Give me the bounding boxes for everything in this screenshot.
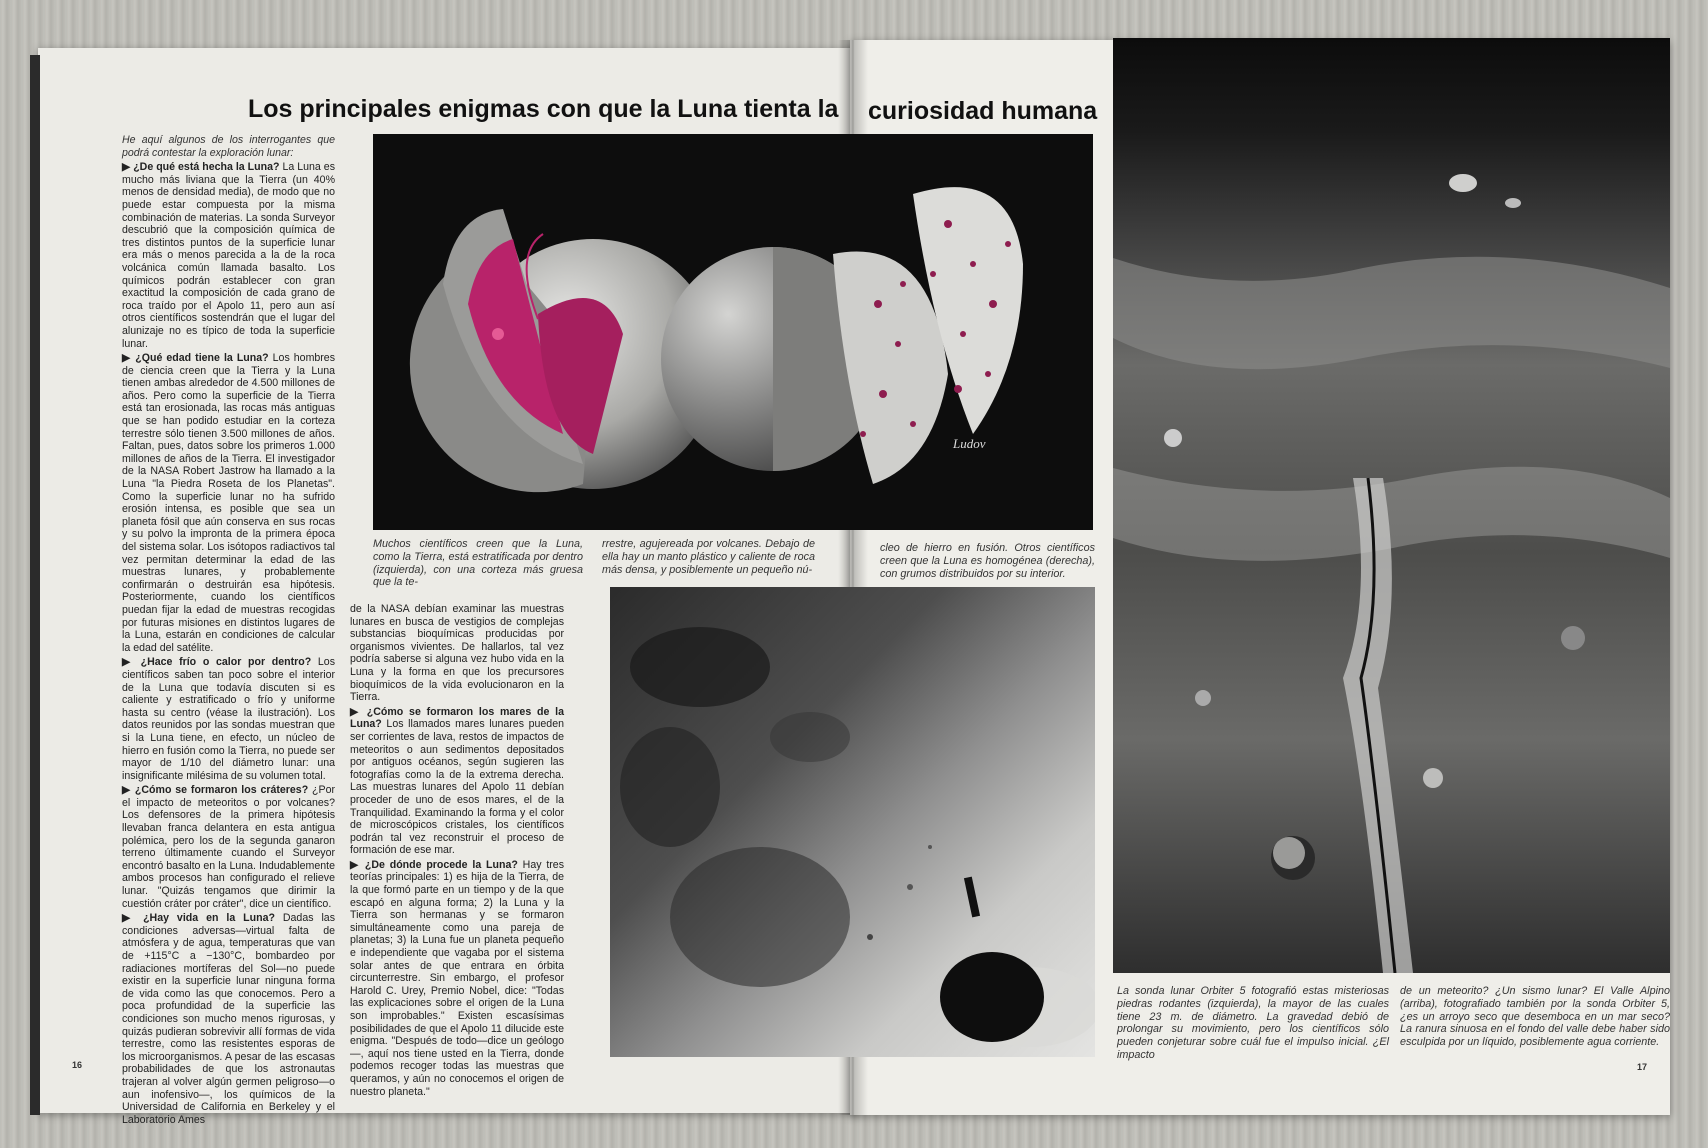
page-number-left: 16	[72, 1060, 83, 1070]
article-column-1	[122, 134, 335, 1128]
illustration-caption-b: rrestre, agujereada por volcanes. Debajo de ella hay un manto plástico y caliente de roca más densa, y posiblemente un pequeño nú-	[602, 538, 815, 576]
headline-right: curiosidad humana	[868, 97, 1098, 125]
boulder-track	[964, 877, 980, 918]
alpine-valley-photo	[1113, 38, 1670, 973]
section-age: ▶ ¿Qué edad tiene la Luna? Los hombres de ciencia creen que la Tierra y la Luna tienen ambas alrededor de 4.500 millones de años. Pero como la superficie de la Tierra está tan erosionada, las rocas más antiguas que se han podido estudiar en la corteza terrestre sólo tienen 3.500 millones de años. Faltan, pues, datos sobre los primeros 1.000 millones de años de la Tierra. El investigador de la NASA Robert Jastrow ha llamado a la Luna "la Piedra Roseta de los Planetas". Como la superficie lunar no ha sufrido erosión intensa, es posible que sea un planeta fósil que aún conserva en sus rocas y su polvo la impronta de la primera época del sistema solar. Los isótopos radiactivos tal vez permitan determinar la edad de las muestras lunares, y probablemente confirmarán o destruirán esa hipótesis. Posteriormente, cuando los científicos puedan fijar la edad de muestras recogidas por futuras misiones en distintos lugares de la Luna, estarán en condiciones de calcular la edad del satélite.	[122, 352, 335, 654]
section-seas: ▶ ¿Cómo se formaron los mares de la Luna? Los llamados mares lunares pueden ser corrientes de lava, restos de impactos de meteoritos o aun sedimentos depositados por antiguos océanos, según sugieren las fotografías como la de la extrema derecha. Las muestras lunares del Apolo 11 debían proceder de uno de esos mares, el de la Tranquilidad. Examinando la forma y el color de microscópicos cristales, los científicos podrán tal vez reconstruir el proceso de formación de ese mar.	[350, 705, 564, 857]
valley-texture	[1113, 38, 1670, 973]
intro-text: He aquí algunos de los interrogantes que podrá contestar la exploración lunar:	[122, 134, 335, 159]
moon-cutaway-drawing	[373, 134, 1093, 530]
illustration-caption-a: Muchos científicos creen que la Luna, como la Tierra, está estratificada por dentro (izquierda), con una corteza más gruesa que la te-	[373, 538, 583, 589]
headline-left: Los principales enigmas con que la Luna tienta la	[248, 95, 839, 123]
boulder-shadow	[940, 952, 1044, 1042]
illustration-caption-c: cleo de hierro en fusión. Otros científicos creen que la Luna es homogénea (derecha), con grumos distribuidos por su interior.	[880, 542, 1095, 580]
rolling-boulders-photo	[610, 587, 1095, 1057]
section-origin: ▶ ¿De dónde procede la Luna? Hay tres teorías principales: 1) es hija de la Tierra, de la que formó parte en un tiempo y de la que escapó en alguna forma; 2) la Luna y la Tierra son hermanas y se formaron simultáneamente como una pareja de planetas; 3) la Luna fue un planeta pequeño e independiente que vagaba por el sistema solar antes de que entrara en órbita circunterrestre. Sin embargo, el profesor Harold C. Urey, Premio Nobel, dice: "Todas las explicaciones sobre el origen de la Luna son improbables." Existen escasísimas posibilidades de que el Apolo 11 dilucide este enigma. "Después de todo—dice un geólogo—, aquí nos tiene usted en la Tierra, donde podemos recoger todas las muestras que queramos, y aún no conocemos el origen de nuestro planeta."	[350, 858, 564, 1098]
section-composition: ▶ ¿De qué está hecha la Luna? La Luna es mucho más liviana que la Tierra (un 40% menos de densidad media), de modo que no puede estar compuesta por la misma combinación de materias. La sonda Surveyor descubrió que la composición química de tres distintos puntos de la superficie lunar era más o menos parecida a la de la roca volcánica común llamada basalto. Los químicos podrán establecer con gran exactitud la composición de cada grano de roca traído por el Apolo 11, pero aun así otros científicos sostendrán que el lugar del alunizaje no es típico de toda la superficie lunar.	[122, 161, 335, 350]
artist-signature: Ludov	[953, 436, 986, 451]
moon-interior-illustration	[373, 134, 1093, 530]
section-interior: ▶ ¿Hace frío o calor por dentro? Los científicos saben tan poco sobre el interior de la Luna que todavía discuten si es caliente y estratificado o frío y uniforme hasta su centro (véase la ilustración). Los datos reunidos por las sondas muestran que si la Luna tiene, en efecto, un núcleo de hierro en fusión como la Tierra, no puede ser mayor de 1/10 del diámetro lunar: una insignificante milésima de su volumen total.	[122, 656, 335, 782]
homogeneous-moon-slices	[833, 187, 1023, 484]
orbiter-caption-b: de un meteorito? ¿Un sismo lunar? El Valle Alpino (arriba), fotografiado también por la sonda Orbiter 5, ¿es un arroyo seco que desemboca en un mar seco? La ranura sinuosa en el fondo del valle debe haber sido esculpida por un líquido, posiblemente agua corriente.	[1400, 985, 1670, 1049]
magazine-edge	[30, 55, 40, 1115]
lunar-surface-texture	[610, 587, 1095, 1057]
page-number-right: 17	[1637, 1062, 1648, 1072]
article-column-2	[350, 603, 564, 1100]
section-craters: ▶ ¿Cómo se formaron los cráteres? ¿Por el impacto de meteoritos o por volcanes? Los defensores de la primera hipótesis llevaban franca delantera en esta antigua polémica, pero los de la segunda ganaron terreno últimamente cuando el Surveyor encontró basalto en la Luna. Indudablemente ambos procesos han configurado el relieve lunar. "Quizás tengamos que dirimir la cuestión cráter por cráter", dice un científico.	[122, 784, 335, 910]
section-life: ▶ ¿Hay vida en la Luna? Dadas las condiciones adversas—virtual falta de atmósfera y de agua, temperaturas que van de +115°C a −130°C, bombardeo por radiaciones mortíferas del Sol—no puede existir en la superficie lunar ninguna forma de vida como las que conocemos. Pero a poca profundidad de la superficie las condiciones son mucho menos rigurosas, y quizás pudieran sobrevivir allí formas de vida terrestre, como las resistentes esporas de los microorganismos. A pesar de las escasas probabilidades de que los astronautas trajeran al volver algún germen peligroso—o aun inofensivo—, los químicos de la Universidad de California en Berkeley y el Laboratorio Ames	[122, 912, 335, 1126]
orbiter-caption-a: La sonda lunar Orbiter 5 fotografió estas misteriosas piedras rodantes (izquierda), la mayor de las cuales tiene 23 m. de diámetro. La gravedad debió de prolongar su movimiento, pero los científicos sólo pueden conjeturar sobre cuál fue el impulso inicial. ¿El impacto	[1117, 985, 1389, 1061]
section-life-cont: de la NASA debían examinar las muestras lunares en busca de vestigios de complejas substancias bioquímicas producidas por organismos vivientes. De hallarlos, tal vez podría saberse si alguna vez hubo vida en la Luna y la forma en que los precursores bioquímicos de la vida evolucionaron en la Tierra.	[350, 603, 564, 704]
